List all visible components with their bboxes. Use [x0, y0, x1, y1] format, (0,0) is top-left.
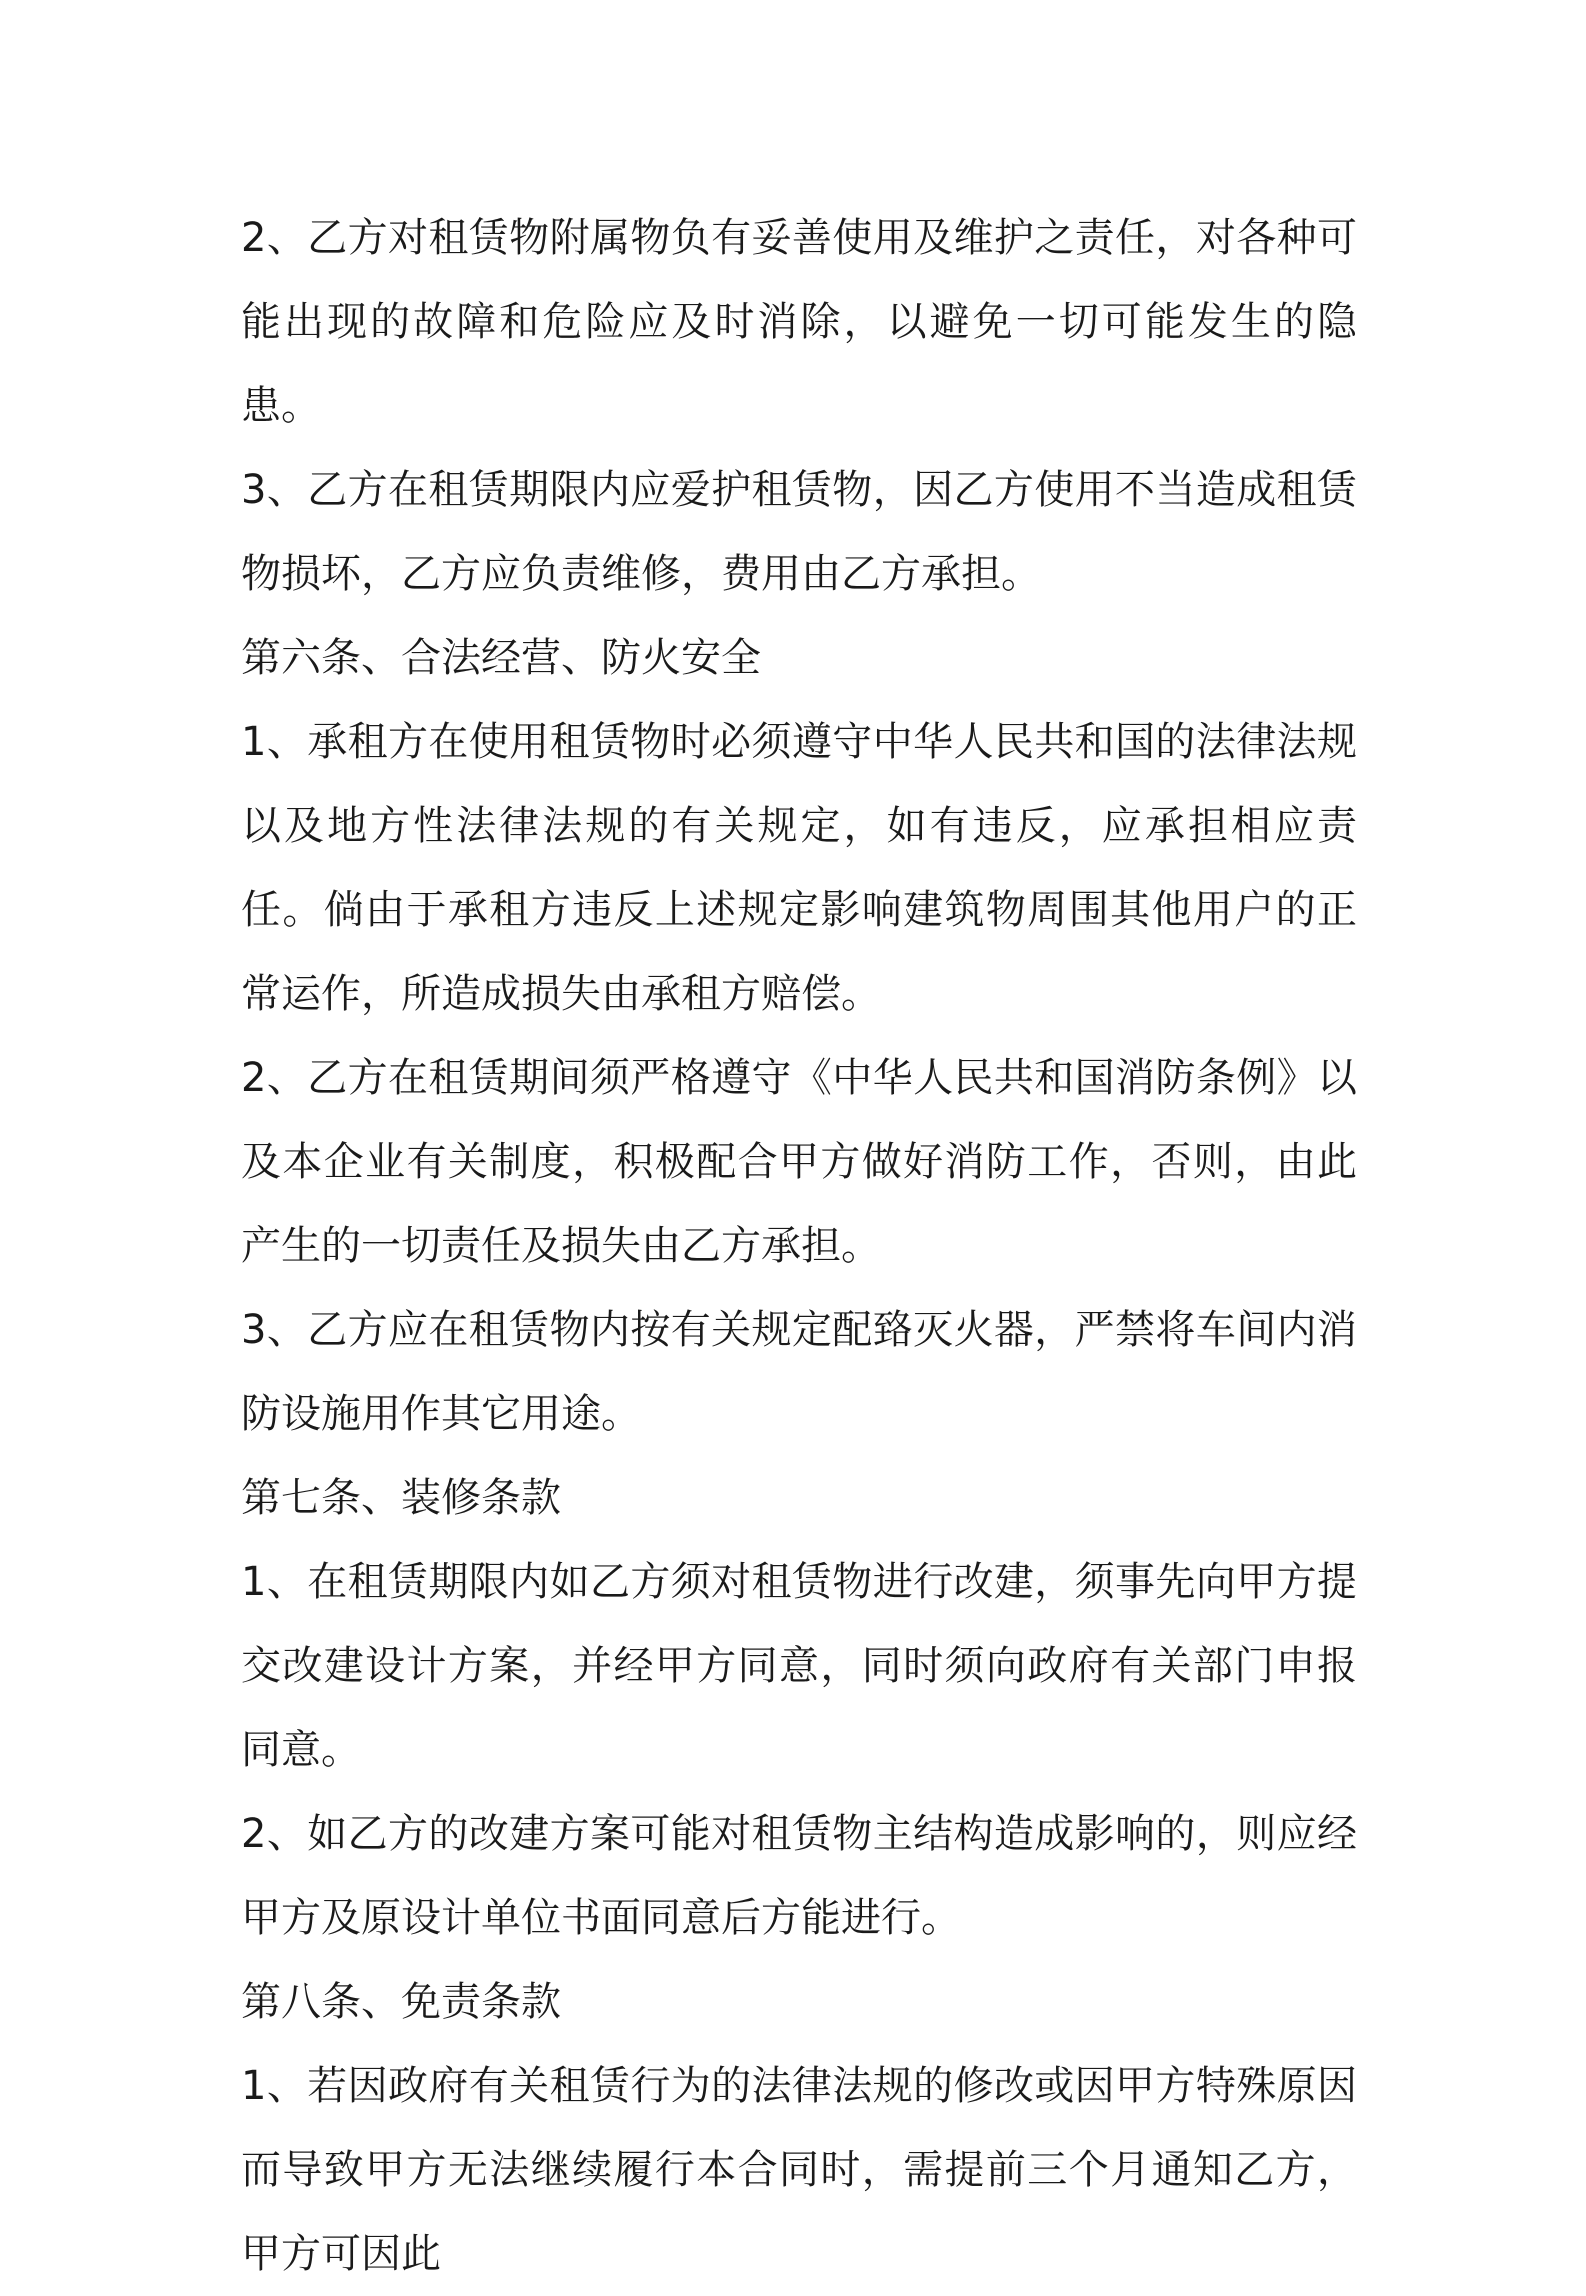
clause-7-1: 1、在租赁期限内如乙方须对租赁物进行改建，须事先向甲方提交改建设计方案，并经甲方同意，同时须向政府有关部门申报同意。: [241, 1559, 1357, 1773]
clause-5-3: 3、乙方在租赁期限内应爱护租赁物，因乙方使用不当造成租赁物损坏，乙方应负责维修，费用由乙方承担。: [241, 467, 1357, 597]
article-6-heading: 第六条、合法经营、防火安全: [241, 635, 761, 681]
article-7-heading: 第七条、装修条款: [241, 1475, 561, 1521]
clause-6-1: 1、承租方在使用租赁物时必须遵守中华人民共和国的法律法规以及地方性法律法规的有关规定，如有违反，应承担相应责任。倘由于承租方违反上述规定影响建筑物周围其他用户的正常运作，所造成损失由承租方赔偿。: [241, 719, 1357, 1017]
clause-5-2: 2、乙方对租赁物附属物负有妥善使用及维护之责任，对各种可能出现的故障和危险应及时消除，以避免一切可能发生的隐患。: [241, 215, 1357, 429]
article-8-heading: 第八条、免责条款: [241, 1979, 561, 2025]
clause-7-2: 2、如乙方的改建方案可能对租赁物主结构造成影响的，则应经甲方及原设计单位书面同意后方能进行。: [241, 1811, 1357, 1941]
clause-6-3: 3、乙方应在租赁物内按有关规定配臵灭火器，严禁将车间内消防设施用作其它用途。: [241, 1307, 1357, 1437]
clause-6-2: 2、乙方在租赁期间须严格遵守《中华人民共和国消防条例》以及本企业有关制度，积极配合甲方做好消防工作，否则，由此产生的一切责任及损失由乙方承担。: [241, 1055, 1357, 1269]
clause-8-1: 1、若因政府有关租赁行为的法律法规的修改或因甲方特殊原因而导致甲方无法继续履行本合同时，需提前三个月通知乙方，甲方可因此: [241, 2063, 1357, 2277]
document-body: [241, 196, 1357, 2296]
